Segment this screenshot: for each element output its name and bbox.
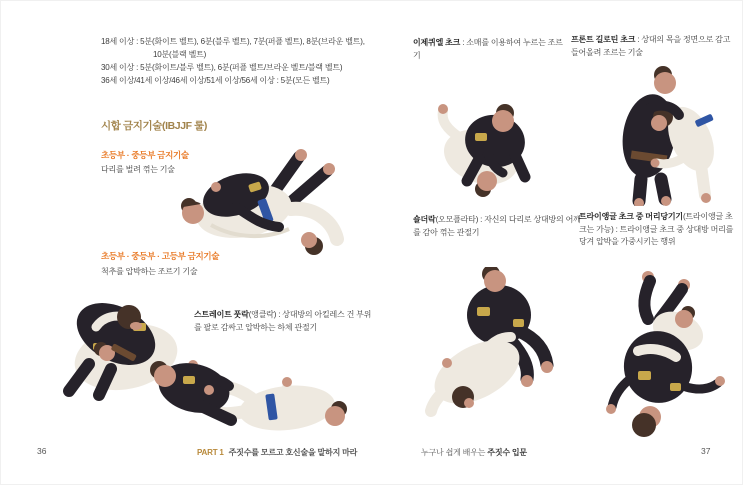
technique-desc: : 소매를 이용하여 누르는 조르기 — [413, 38, 563, 60]
photo-ezequiel-choke — [429, 89, 549, 209]
footer-part-title: 주짓수를 모르고 호신술을 말하지 마라 — [228, 448, 358, 457]
photo-omoplata-technique — [419, 267, 569, 427]
rule-body: 다리를 벌려 꺾는 기술 — [101, 165, 175, 174]
grappling-photo-graphic — [589, 61, 724, 206]
grappling-photo-graphic — [429, 89, 549, 209]
technique-desc: (오모플라타) : 자신의 다리로 상대방의 어깨를 감아 꺾는 관절기 — [413, 215, 581, 237]
belt-time-line: 36세 이상/41세 이상/46세 이상/51세 이상/56세 이상 : 5분(모든 벨트) — [101, 76, 330, 85]
technique-caption — [571, 34, 733, 59]
section-title: 시합 금지기술(IBJJF 룰) — [101, 120, 208, 132]
footer-right — [421, 447, 527, 458]
belt-time-line: 30세 이상 : 5분(화이트/블루 벨트), 6분(퍼플 벨트/브라운 벨트/블랙 벨트) — [101, 63, 343, 72]
technique-caption — [413, 214, 581, 239]
technique-desc: (트라이앵글 초크는 가능) : 트라이앵글 초크 중 상대방 머리를 당겨 압박을 가중시키는 행위 — [579, 212, 734, 246]
technique-name: 스트레이트 풋락 — [194, 310, 249, 319]
grappling-photo-graphic — [139, 346, 347, 446]
technique-caption — [194, 309, 372, 334]
technique-name: 트라이앵글 초크 중 머리당기기 — [579, 212, 683, 221]
footer-book-prefix: 누구나 쉽게 배우는 — [421, 448, 488, 457]
photo-triangle-choke — [586, 267, 736, 447]
technique-desc: (앵클락) : 상대방의 아킬레스 건 부위를 팔로 감싸고 압박하는 하체 관절기 — [194, 310, 372, 332]
technique-name: 숄더락 — [413, 215, 436, 224]
belt-time-line: 18세 이상 : 5분(화이트 벨트), 6분(블루 벨트), 7분(퍼플 벨트), 8분(브라운 벨트), 10분(블랙 벨트) — [101, 37, 365, 59]
grappling-photo-graphic — [586, 267, 736, 447]
rule-heading: 초등부 · 중등부 금지기술 — [101, 150, 189, 160]
page-number-left: 36 — [37, 446, 47, 456]
photo-footlock-technique — [139, 346, 347, 446]
technique-caption — [579, 211, 739, 249]
page-number-right: 37 — [701, 446, 711, 456]
footer-left — [197, 447, 357, 458]
rule-body: 척추를 압박하는 조르기 기술 — [101, 267, 198, 276]
rule-heading: 초등부 · 중등부 · 고등부 금지기술 — [101, 251, 220, 261]
footer-book-title: 주짓수 입문 — [487, 448, 527, 457]
footer-part-label: PART 1 — [197, 448, 224, 457]
technique-caption — [413, 37, 565, 62]
photo-guillotine-choke — [589, 61, 724, 206]
technique-name: 이제퀴엘 초크 — [413, 38, 461, 47]
technique-name: 프론트 길로틴 초크 — [571, 35, 636, 44]
grappling-photo-graphic — [419, 267, 569, 427]
photo-leg-split-technique — [141, 147, 351, 259]
technique-desc: : 상대의 목을 정면으로 감고 들어올려 조르는 기술 — [571, 35, 731, 57]
belt-time-list — [101, 35, 373, 87]
grappling-photo-graphic — [141, 147, 351, 259]
